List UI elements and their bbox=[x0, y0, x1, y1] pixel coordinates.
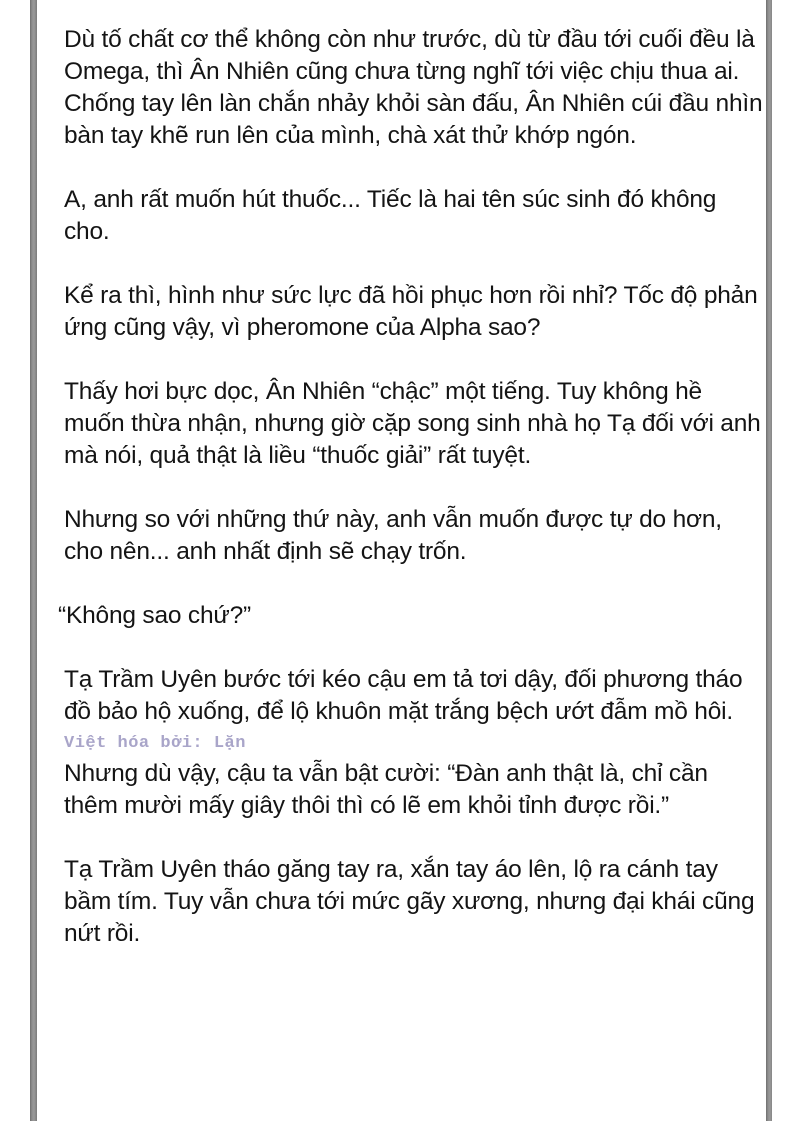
paragraph-1: Dù tố chất cơ thể không còn như trước, dù từ đầu tới cuối đều là Omega, thì Ân Nhiên cũng chưa từng nghĩ tới việc chịu thua ai. Chống tay lên làn chắn nhảy khỏi sàn đấu, Ân Nhiên cúi đầu nhìn bàn tay khẽ run lên của mình, chà xát thử khớp ngón. bbox=[64, 26, 763, 149]
dialogue-line: “Không sao chứ?” bbox=[58, 602, 251, 629]
translator-watermark: Việt hóa bởi: Lặn bbox=[64, 734, 246, 753]
paragraph-5: Nhưng so với những thứ này, anh vẫn muốn được tự do hơn, cho nên... anh nhất định sẽ chạy trốn. bbox=[64, 506, 722, 565]
story-text-content bbox=[58, 24, 764, 982]
paragraph-4: Thấy hơi bực dọc, Ân Nhiên “chậc” một tiếng. Tuy không hề muốn thừa nhận, nhưng giờ cặp song sinh nhà họ Tạ đối với anh mà nói, quả thật là liều “thuốc giải” rất tuyệt. bbox=[64, 378, 761, 469]
paragraph-7: Tạ Trầm Uyên bước tới kéo cậu em tả tơi dậy, đối phương tháo đồ bảo hộ xuống, để lộ khuôn mặt trắng bệch ướt đẫm mồ hôi. bbox=[64, 666, 743, 725]
paragraph-9: Tạ Trầm Uyên tháo găng tay ra, xắn tay áo lên, lộ ra cánh tay bầm tím. Tuy vẫn chưa tới mức gãy xương, nhưng đại khái cũng nứt rồi. bbox=[64, 856, 755, 947]
paragraph-2: A, anh rất muốn hút thuốc... Tiếc là hai tên súc sinh đó không cho. bbox=[64, 186, 717, 245]
paragraph-3: Kể ra thì, hình như sức lực đã hồi phục hơn rồi nhỉ? Tốc độ phản ứng cũng vậy, vì pheromone của Alpha sao? bbox=[64, 282, 758, 341]
paragraph-8: Nhưng dù vậy, cậu ta vẫn bật cười: “Đàn anh thật là, chỉ cần thêm mười mấy giây thôi thì có lẽ em khỏi tỉnh được rồi.” bbox=[64, 760, 708, 819]
right-border-bar bbox=[766, 0, 772, 1121]
left-border-bar bbox=[30, 0, 37, 1121]
